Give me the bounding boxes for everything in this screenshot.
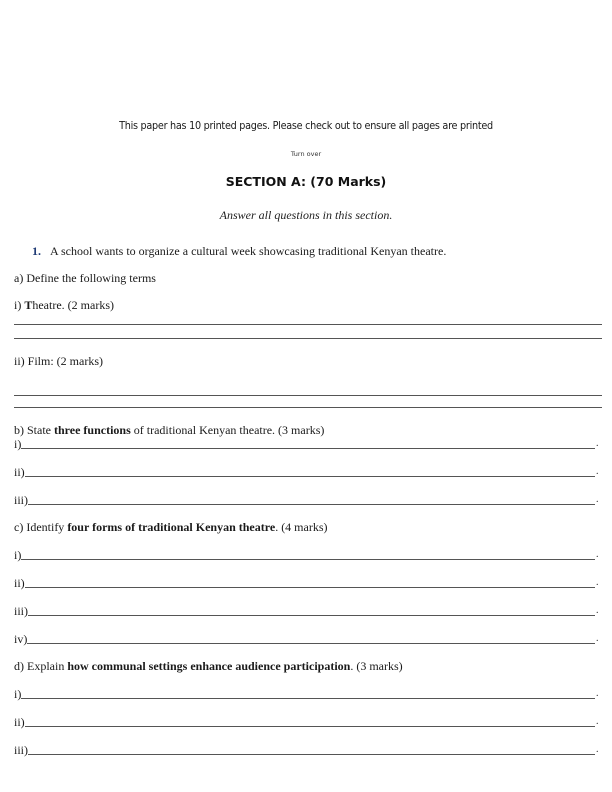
answer-line[interactable]: [21, 437, 595, 449]
section-instruction: Answer all questions in this section.: [219, 208, 393, 222]
part-d-answer-1[interactable]: i) .: [14, 687, 599, 701]
part-c-answer-2[interactable]: ii) .: [14, 576, 599, 590]
question-1-stem: [32, 244, 446, 258]
turn-over-note: Turn over: [290, 150, 322, 158]
part-b-answer-2[interactable]: ii) .: [14, 465, 599, 479]
answer-line[interactable]: [21, 687, 595, 699]
part-a-prompt: a) Define the following terms: [14, 271, 156, 285]
part-b-answer-3[interactable]: iii) .: [14, 493, 599, 507]
section-title: SECTION A: (70 Marks): [225, 174, 387, 189]
part-d-prompt: d) Explain how communal settings enhance audience participation. (3 marks): [14, 659, 403, 673]
part-d-answer-2[interactable]: ii) .: [14, 715, 599, 729]
printed-pages-notice: This paper has 10 printed pages. Please check out to ensure all pages are printed: [119, 120, 493, 132]
answer-line[interactable]: [21, 548, 595, 560]
part-b-answer-1[interactable]: i) .: [14, 437, 599, 451]
part-a-item-film: ii) Film: (2 marks): [14, 354, 103, 368]
answer-line[interactable]: [14, 407, 602, 408]
answer-line[interactable]: [14, 395, 602, 396]
answer-line[interactable]: [14, 324, 602, 325]
part-c-answer-4[interactable]: iv) .: [14, 632, 599, 646]
part-c-answer-1[interactable]: i) .: [14, 548, 599, 562]
answer-line[interactable]: [25, 576, 595, 588]
part-c-answer-3[interactable]: iii) .: [14, 604, 599, 618]
part-d-answer-3[interactable]: iii) .: [14, 743, 599, 757]
answer-line[interactable]: [27, 632, 595, 644]
part-b-prompt: b) State three functions of traditional Kenyan theatre. (3 marks): [14, 423, 325, 437]
answer-line[interactable]: [14, 338, 602, 339]
answer-line[interactable]: [25, 465, 595, 477]
answer-line[interactable]: [28, 493, 595, 505]
answer-line[interactable]: [28, 743, 595, 755]
part-a-item-theatre: i) Theatre. (2 marks): [14, 298, 114, 312]
question-number: 1.: [32, 244, 41, 258]
question-text: A school wants to organize a cultural week showcasing traditional Kenyan theatre.: [50, 244, 447, 258]
answer-line[interactable]: [25, 715, 595, 727]
part-c-prompt: c) Identify four forms of traditional Kenyan theatre. (4 marks): [14, 520, 328, 534]
answer-line[interactable]: [28, 604, 595, 616]
